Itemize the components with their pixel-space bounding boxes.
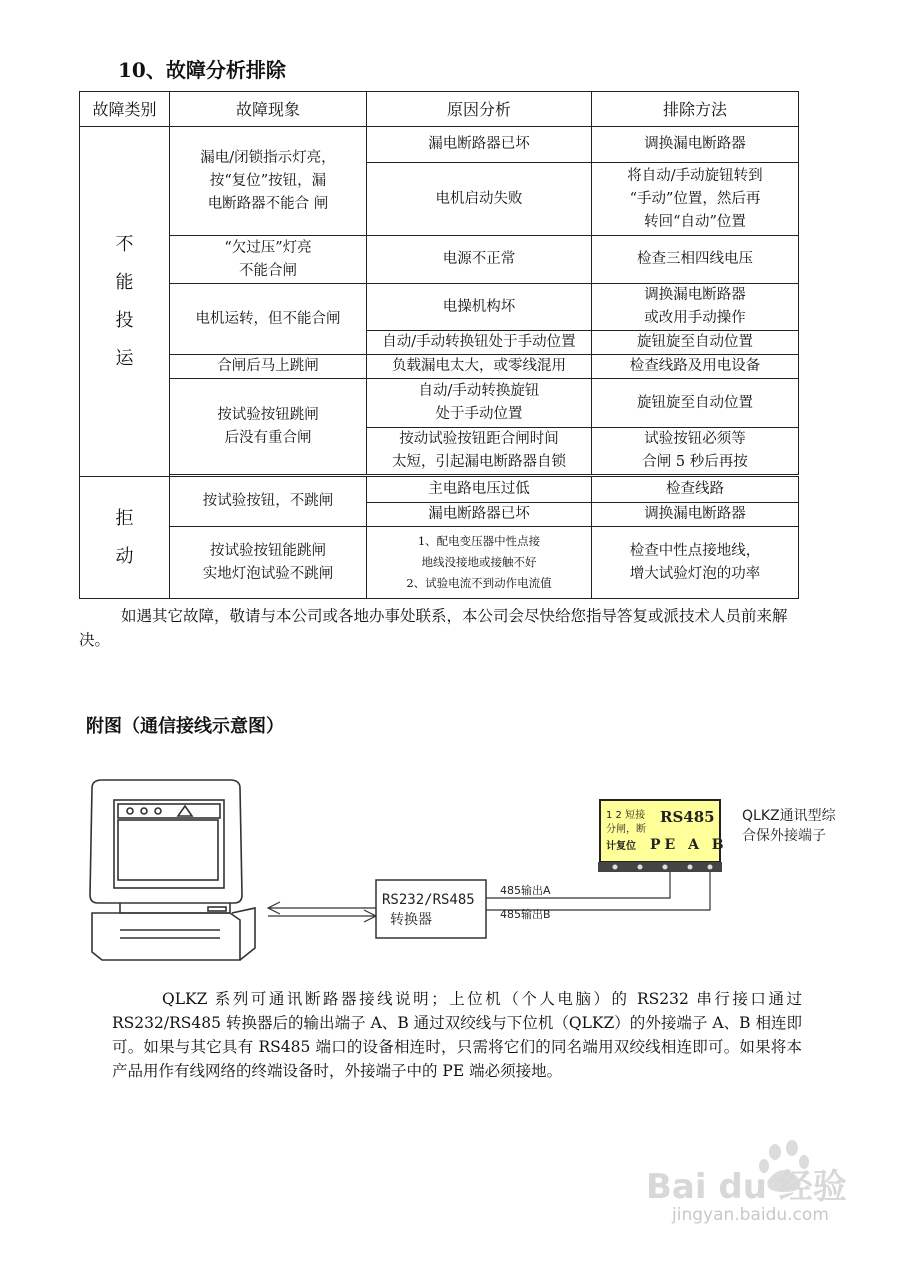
header-cause: 原因分析 (367, 92, 592, 127)
cause-cell: 负载漏电太大，或零线混用 (367, 355, 592, 379)
converter-label-cn: 转换器 (390, 912, 432, 928)
phenomenon-cell: 合闸后马上跳闸 (170, 355, 367, 379)
cause-line: 按动试验按钮距合闸时间 (399, 431, 559, 447)
solution-cell: 检查线路 (592, 477, 799, 503)
cause-cell (367, 527, 592, 599)
phenomenon-line: “欠过压”灯亮 (224, 239, 312, 256)
header-category: 故障类别 (80, 92, 170, 127)
converter-box (376, 880, 486, 938)
table-row (80, 527, 799, 599)
baidu-logo-watermark (640, 1140, 880, 1210)
cause-cell (367, 428, 592, 475)
category-char: 拒 (115, 507, 134, 529)
cause-cell: 漏电断路器已坏 (367, 503, 592, 527)
cause-cell: 电机启动失败 (367, 163, 592, 236)
cause-cell: 电源不正常 (367, 236, 592, 284)
output-b-label: 485输出B (500, 908, 551, 921)
cause-line: 处于手动位置 (435, 406, 523, 422)
solution-line: 或改用手动操作 (644, 310, 746, 326)
table-row (80, 127, 799, 163)
phenomenon-cell (170, 127, 367, 236)
cause-cell (367, 379, 592, 428)
solution-cell: 旋钮旋至自动位置 (592, 331, 799, 355)
category-char: 能 (115, 271, 134, 293)
category-cannot-operate (80, 127, 170, 477)
cause-line: 1、配电变压器中性点接 (417, 534, 541, 548)
solution-line: 增大试验灯泡的功率 (629, 565, 761, 582)
terminal-text: 1 2 短接 (606, 810, 646, 821)
solution-cell (592, 527, 799, 599)
table-row (80, 236, 799, 284)
solution-line: 合闸 5 秒后再按 (642, 454, 748, 470)
terminal-rs485: RS485 (660, 808, 715, 826)
cause-line: 地线没接地或接触不好 (421, 555, 537, 569)
phenomenon-cell: 按试验按钮，不跳闸 (170, 477, 367, 527)
phenomenon-line: 按试验按钮能跳闸 (210, 542, 326, 559)
phenomenon-cell (170, 236, 367, 284)
phenomenon-line: 按“复位”按钮，漏 (209, 172, 327, 189)
terminal-pins: PE A B (650, 837, 728, 853)
solution-cell (592, 163, 799, 236)
solution-cell (592, 428, 799, 475)
solution-line: 将自动/手动旋钮转到 (627, 167, 763, 184)
contact-note: 如遇其它故障，敬请与本公司或各地办事处联系，本公司会尽快给您指导答复或派技术人员前来解决。 (79, 607, 788, 649)
solution-cell: 检查三相四线电压 (592, 236, 799, 284)
solution-cell: 检查线路及用电设备 (592, 355, 799, 379)
category-refuse (80, 477, 170, 599)
table-row (80, 379, 799, 428)
wiring-description: QLKZ 系列可通讯断路器接线说明；上位机（个人电脑）的 RS232 串行接口通过 RS232/RS485 转换器后的输出端子 A、B 通过双绞线与下位机（QLKZ）的外接端子 A、B 相连即可。如果与其它具有 RS485 端口的设备相连时，只需将它们的同名端用双绞线相连即可。如果将本产品用作有线网络的终端设备时，外接端子中的 PE 端必须接地。 (112, 990, 802, 1080)
terminal-caption: 合保外接端子 (742, 828, 826, 844)
phenomenon-line: 后没有重合闸 (224, 429, 312, 446)
solution-line: 试验按钮必须等 (644, 431, 746, 447)
phenomenon-cell (170, 527, 367, 599)
phenomenon-cell: 电机运转，但不能合闸 (170, 284, 367, 355)
solution-line: 调换漏电断路器 (644, 287, 746, 303)
phenomenon-line: 实地灯泡试验不跳闸 (202, 565, 334, 582)
table-row (80, 284, 799, 331)
solution-line: 检查中性点接地线， (629, 542, 761, 559)
phenomenon-line: 不能合闸 (239, 262, 297, 279)
cause-line: 自动/手动转换旋钮 (418, 383, 540, 399)
table-row (80, 477, 799, 503)
solution-cell: 调换漏电断路器 (592, 503, 799, 527)
terminal-text: 计复位 (606, 841, 636, 852)
phenomenon-cell (170, 379, 367, 475)
header-solution: 排除方法 (592, 92, 799, 127)
appendix-title: 附图（通信接线示意图） (86, 716, 284, 737)
cause-cell: 电操机构坏 (367, 284, 592, 331)
phenomenon-line: 电断路器不能合 闸 (207, 195, 329, 212)
cause-cell: 自动/手动转换钮处于手动位置 (367, 331, 592, 355)
cause-line: 2、试验电流不到动作电流值 (406, 576, 552, 590)
category-char: 投 (115, 309, 134, 331)
computer-monitor-icon (90, 780, 255, 960)
category-char: 不 (115, 233, 134, 255)
phenomenon-line: 漏电/闭锁指示灯亮， (200, 149, 336, 166)
solution-cell: 调换漏电断路器 (592, 127, 799, 163)
category-char: 运 (115, 347, 134, 369)
bidirectional-arrow-icon (268, 902, 376, 922)
table-header-row (80, 92, 799, 127)
converter-label: RS232/RS485 (382, 892, 475, 908)
terminal-text: 分闸，断 (606, 824, 646, 835)
troubleshooting-table (79, 91, 799, 599)
output-a-label: 485输出A (500, 884, 551, 897)
solution-cell (592, 284, 799, 331)
category-char: 动 (115, 545, 134, 567)
solution-line: “手动”位置，然后再 (629, 190, 761, 207)
watermark-url: jingyan.baidu.com (672, 1205, 829, 1225)
section-title: 10、故障分析排除 (118, 58, 286, 82)
cause-cell: 漏电断路器已坏 (367, 127, 592, 163)
header-phenomenon: 故障现象 (170, 92, 367, 127)
terminal-caption: QLKZ通讯型综 (742, 808, 836, 824)
wiring-diagram (80, 770, 870, 980)
cause-cell: 主电路电压过低 (367, 477, 592, 503)
phenomenon-line: 按试验按钮跳闸 (217, 406, 319, 423)
table-row (80, 355, 799, 379)
solution-cell: 旋钮旋至自动位置 (592, 379, 799, 428)
cause-line: 太短，引起漏电断路器自锁 (392, 454, 566, 470)
watermark-brand: Bai du 经验 (646, 1167, 847, 1207)
solution-line: 转回“自动”位置 (644, 213, 746, 230)
